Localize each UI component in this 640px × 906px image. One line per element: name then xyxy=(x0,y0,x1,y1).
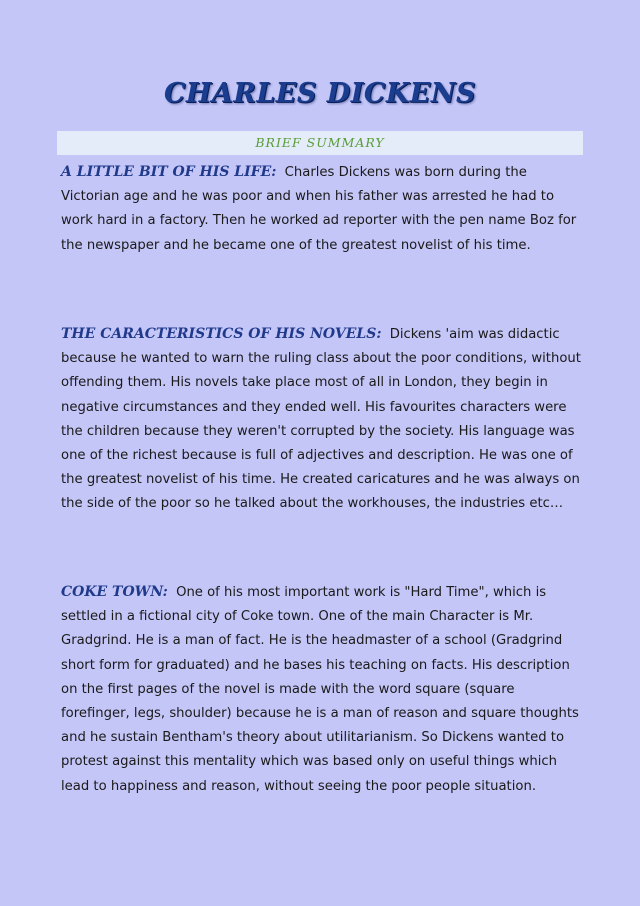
section-life xyxy=(61,160,581,258)
subtitle-text: BRIEF SUMMARY xyxy=(255,135,385,150)
section-body-characteristics: Dickens 'aim was didactic because he wanted to warn the ruling class about the poor conditions, without offending them. His novels take place most of all in London, they begin in negative circumstances and they ended well. His favourites characters were the children because they weren't corrupted by the society. His language was one of the richest because is full of adjectives and description. He was one of the greatest novelist of his time. He created caricatures and he was always on the side of the poor so he talked about the workhouses, the industries etc… xyxy=(61,327,581,512)
section-heading-characteristics: THE CARACTERISTICS OF HIS NOVELS: xyxy=(61,326,382,342)
section-coke-town xyxy=(61,580,581,799)
section-heading-life: A LITTLE BIT OF HIS LIFE: xyxy=(61,164,277,180)
subtitle-bar xyxy=(57,131,583,155)
section-body-coke-town: One of his most important work is "Hard Time", which is settled in a fictional city of Coke town. One of the main Character is Mr. Gradgrind. He is a man of fact. He is the headmaster of a school (Gradgrind short form for graduated) and he bases his teaching on facts. His description on the first pages of the novel is made with the word square (square forefinger, legs, shoulder) because he is a man of reason and square thoughts and he sustain Bentham's theory about utilitarianism. So Dickens wanted to protest against this mentality which was based only on useful things which lead to happiness and reason, without seeing the poor people situation. xyxy=(61,585,579,794)
document-title: CHARLES DICKENS xyxy=(163,78,477,109)
section-body-life: Charles Dickens was born during the Victorian age and he was poor and when his father was arrested he had to work hard in a factory. Then he worked ad reporter with the pen name Boz for the newspaper and he became one of the greatest novelist of his time. xyxy=(61,165,577,253)
section-heading-coke-town: COKE TOWN: xyxy=(61,584,168,600)
section-characteristics xyxy=(61,322,581,517)
